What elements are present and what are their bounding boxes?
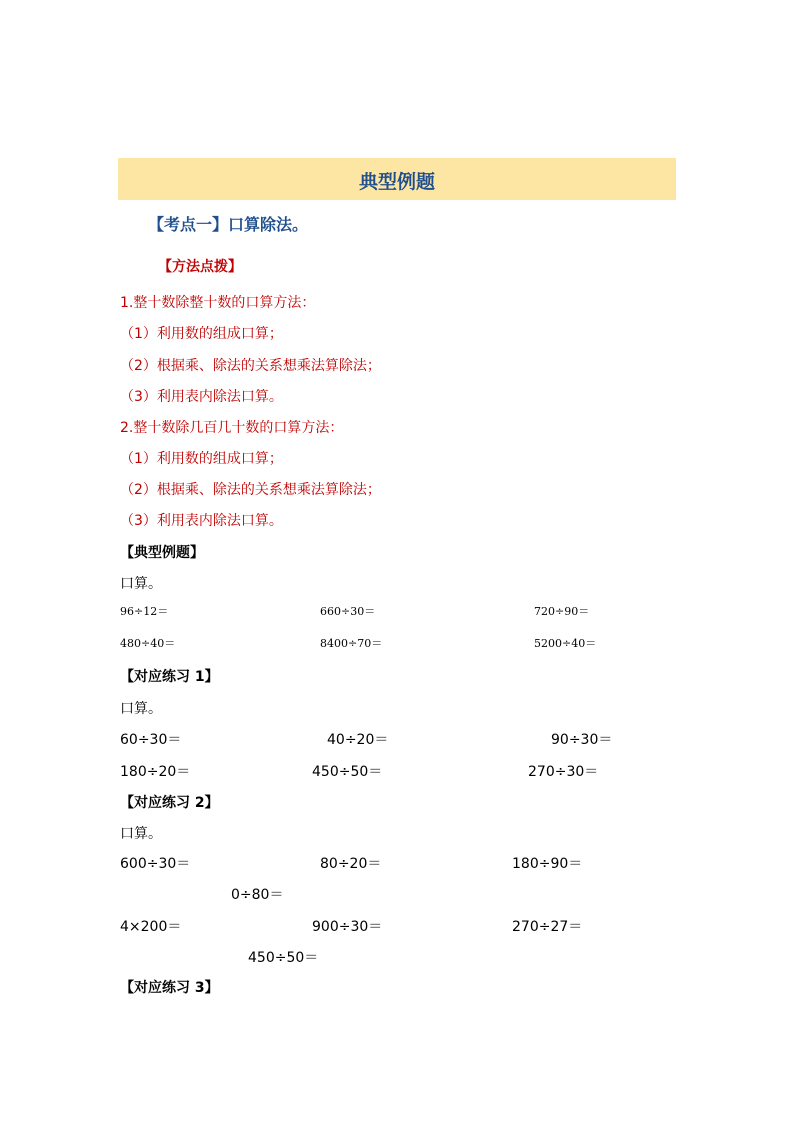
method-item1-step2: （2）根据乘、除法的关系想乘法算除法； [120, 358, 381, 374]
method-heading: 【方法点拨】 [158, 259, 242, 275]
method-item2-step2: （2）根据乘、除法的关系想乘法算除法； [120, 482, 381, 498]
practice1-problem: 40÷20＝ [327, 732, 389, 748]
example-problem: 480÷40＝ [120, 637, 176, 650]
method-item2-title: 2.整十数除几百几十数的口算方法： [120, 420, 344, 436]
practice1-problem: 450÷50＝ [312, 764, 383, 780]
example-problem: 660÷30＝ [320, 605, 376, 618]
method-item1-title: 1.整十数除整十数的口算方法： [120, 295, 316, 311]
example-problem: 96÷12＝ [120, 605, 169, 618]
practice2-problem: 270÷27＝ [512, 919, 583, 935]
practice2-instruction: 口算。 [120, 826, 162, 842]
method-item1-step1: （1）利用数的组成口算； [120, 326, 283, 342]
practice1-heading: 【对应练习 1】 [120, 669, 219, 685]
example-instruction: 口算。 [120, 576, 162, 592]
practice3-heading: 【对应练习 3】 [120, 980, 219, 996]
practice2-problem: 4×200＝ [120, 919, 182, 935]
example-problem: 8400÷70＝ [320, 637, 383, 650]
practice1-instruction: 口算。 [120, 701, 162, 717]
method-item2-step3: （3）利用表内除法口算。 [120, 513, 283, 529]
section-title: 典型例题 [358, 171, 435, 193]
exam-point-heading: 【考点一】口算除法。 [148, 215, 309, 234]
section-banner [118, 158, 676, 200]
example-problem: 5200÷40＝ [534, 637, 597, 650]
example-problem: 720÷90＝ [534, 605, 590, 618]
practice2-problem: 80÷20＝ [320, 856, 382, 872]
practice2-problem: 450÷50＝ [248, 950, 319, 966]
practice2-problem: 0÷80＝ [231, 887, 284, 903]
example-heading: 【典型例题】 [120, 545, 204, 561]
practice1-problem: 180÷20＝ [120, 764, 191, 780]
practice2-problem: 600÷30＝ [120, 856, 191, 872]
practice2-problem: 900÷30＝ [312, 919, 383, 935]
practice2-heading: 【对应练习 2】 [120, 795, 219, 811]
practice1-problem: 60÷30＝ [120, 732, 182, 748]
method-item2-step1: （1）利用数的组成口算； [120, 451, 283, 467]
practice1-problem: 270÷30＝ [528, 764, 599, 780]
practice1-problem: 90÷30＝ [551, 732, 613, 748]
practice2-problem: 180÷90＝ [512, 856, 583, 872]
method-item1-step3: （3）利用表内除法口算。 [120, 389, 283, 405]
